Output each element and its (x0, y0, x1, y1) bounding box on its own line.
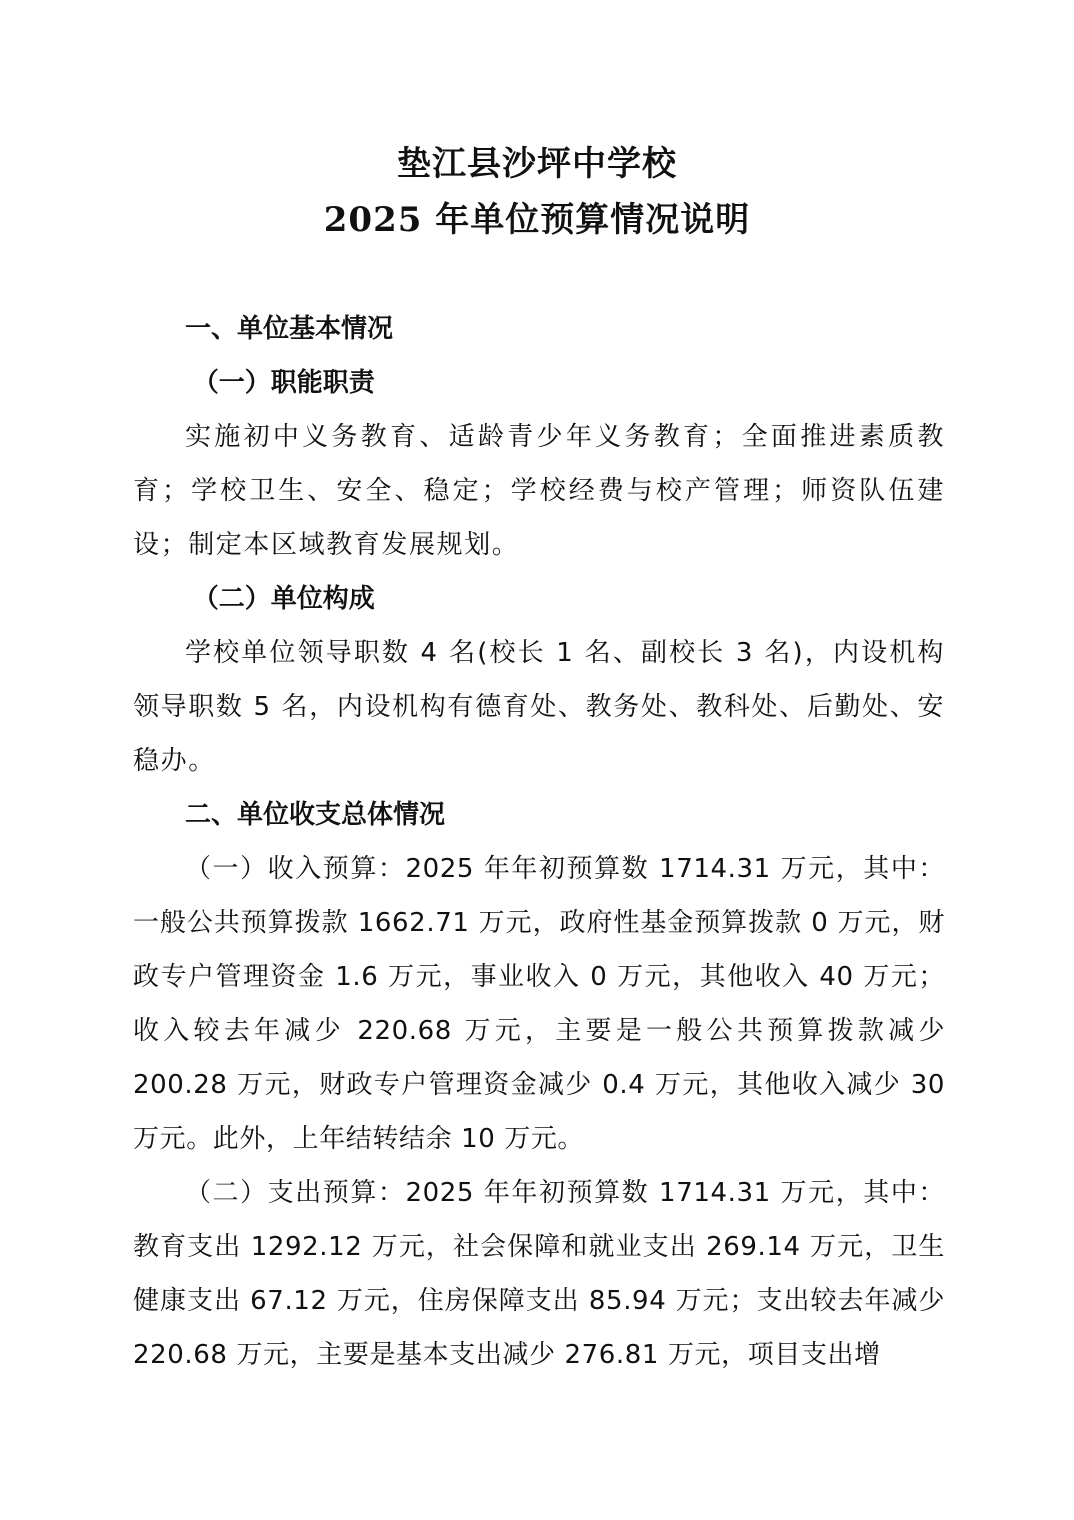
title-line-2: 2025 年单位预算情况说明 (323, 200, 751, 240)
document-body (133, 302, 945, 1382)
paragraph-functions: 实施初中义务教育、适龄青少年义务教育；全面推进素质教育；学校卫生、安全、稳定；学校经费与校产管理；师资队伍建设；制定本区域教育发展规划。 (133, 422, 945, 560)
section-heading-basic-info: 一、单位基本情况 (185, 314, 394, 344)
document-title (0, 136, 1074, 248)
subheading-composition: （二）单位构成 (192, 584, 375, 614)
paragraph-composition: 学校单位领导职数 4 名(校长 1 名、副校长 3 名)，内设机构领导职数 5 名，内设机构有德育处、教务处、教科处、后勤处、安稳办。 (133, 638, 945, 776)
subheading-functions: （一）职能职责 (192, 368, 375, 398)
paragraph-income-budget: （一）收入预算：2025 年年初预算数 1714.31 万元，其中：一般公共预算拨款 1662.71 万元，政府性基金预算拨款 0 万元，财政专户管理资金 1.6 万元，事业收入 0 万元，其他收入 40 万元；收入较去年减少 220.68 万元，主要是一般公共预算拨款减少 200.28 万元，财政专户管理资金减少 0.4 万元，其他收入减少 30 万元。此外，上年结转结余 10 万元。 (133, 854, 945, 1154)
paragraph-expenditure-budget: （二）支出预算：2025 年年初预算数 1714.31 万元，其中：教育支出 1292.12 万元，社会保障和就业支出 269.14 万元，卫生健康支出 67.12 万元，住房保障支出 85.94 万元；支出较去年减少 220.68 万元，主要是基本支出减少 276.81 万元，项目支出增 (133, 1178, 945, 1370)
title-line-1: 垫江县沙坪中学校 (397, 144, 677, 184)
section-heading-budget-overview: 二、单位收支总体情况 (185, 800, 446, 830)
